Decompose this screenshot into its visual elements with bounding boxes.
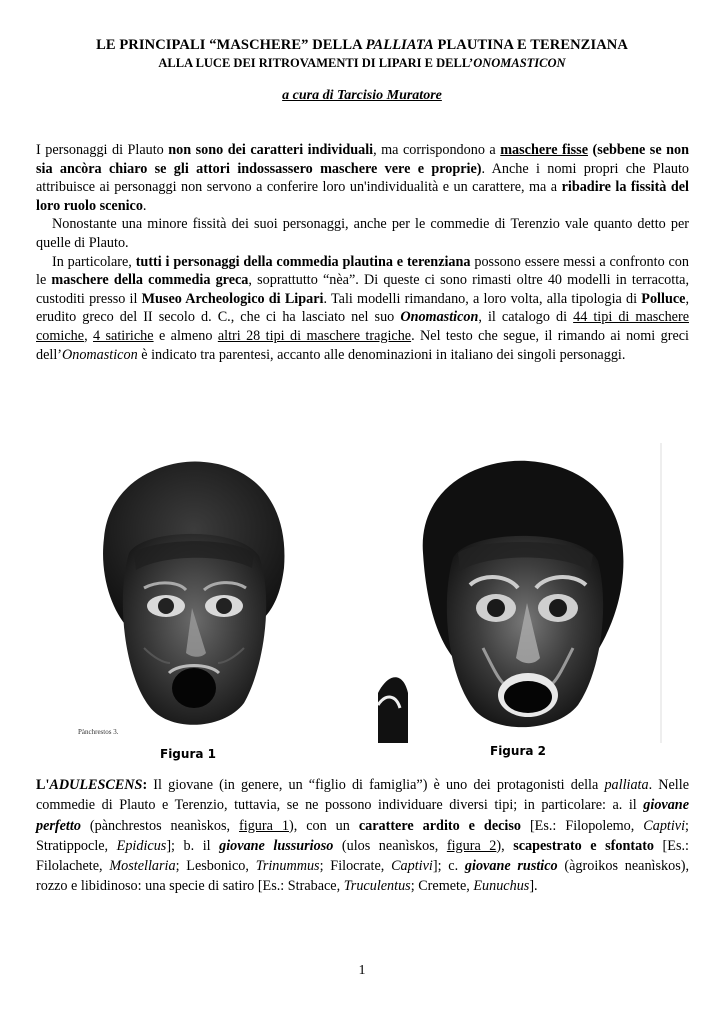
text-run: possono essere messi a confronto con le [36, 253, 689, 289]
text-run: ; Stratippocle, [36, 817, 689, 854]
text-run: [Es.: Filopolemo, [520, 817, 644, 834]
figure-1-caption: Figura 1 [160, 747, 216, 761]
figure-1-mask-image [74, 458, 306, 743]
text-run: . Anche i nomi propri che Plauto attribuisce ai personaggi non servono a conferire loro un'individualità e un carattere, ma a [36, 160, 689, 196]
text-run: e almeno [153, 327, 218, 344]
text-run: scapestrato e sfontato [513, 837, 655, 854]
text-run: . Nelle commedie di Plauto e Terenzio, tuttavia, se ne possono individuare diversi tipi; in particolare: a. il [36, 777, 689, 814]
text-run: figura 2 [446, 837, 497, 854]
figure-2-mask-image [378, 443, 662, 743]
text-run: ; Cremete, [410, 878, 474, 895]
text-run: Nonostante una minore fissità dei suoi personaggi, anche per le commedie di Terenzio vale quanto detto per quelle di Plauto. [36, 216, 689, 251]
text-run: In particolare, [52, 253, 136, 270]
editor-credit: a cura di Tarcisio Muratore [282, 88, 442, 103]
text-run: figura 1 [239, 817, 289, 834]
text-run: , il catalogo di [478, 309, 574, 326]
document-subtitle [36, 56, 688, 71]
text-run: Captivi [643, 817, 686, 834]
text-run: (pànchrestos neanìskos, [80, 817, 240, 834]
text-run: . Tali modelli rimandano, a loro volta, alla tipologia di [323, 290, 642, 307]
subtitle-italic-part: ONOMASTICON [473, 56, 566, 70]
mask-photo-1 [74, 458, 306, 743]
intro-paragraph-1 [36, 141, 689, 215]
text-run: Il giovane (in genere, un “figlio di famiglia”) è uno dei protagonisti della [147, 777, 605, 793]
figure-1-scan-label: Pànchrestos 3. [78, 728, 119, 736]
text-run: Trinummus [255, 858, 320, 875]
text-run: ), [496, 837, 514, 854]
text-run: palliata [604, 777, 649, 793]
text-run: , soprattutto “nèa”. Di queste ci sono rimasti oltre 40 modelli in terracotta, custoditi presso il [36, 272, 689, 307]
text-run: ; Lesbonico, [175, 858, 256, 875]
text-run: Truculentus [343, 878, 411, 895]
text-run: Polluce [641, 290, 686, 307]
text-run: ]; b. il [166, 837, 220, 854]
text-run: (ulos neanìskos, [333, 837, 447, 854]
text-run: (sebbene se non sia ancòra chiaro se gli attori indossassero maschere vere e proprie) [36, 142, 689, 177]
text-run: 4 satiriche [93, 327, 154, 344]
text-run: giovane lussurioso [219, 837, 334, 854]
figure-2-caption: Figura 2 [490, 744, 546, 758]
text-run: ADULESCENS [49, 777, 143, 793]
text-run: Eunuchus [473, 878, 530, 895]
text-run: Onomasticon [400, 309, 479, 326]
adulescens-section [36, 775, 689, 897]
text-run: carattere ardito e deciso [358, 817, 521, 834]
text-run: Onomasticon [62, 346, 138, 363]
text-run: ; Filocrate, [319, 858, 392, 875]
title-italic-part: PALLIATA [365, 37, 434, 53]
text-run: altri 28 tipi di maschere tragiche [217, 327, 412, 344]
text-run: ribadire la fissità del loro ruolo scenico [36, 179, 689, 214]
text-run: maschere fisse [500, 142, 588, 158]
text-run: , [84, 327, 94, 344]
text-run: : [142, 777, 148, 793]
text-run: L' [36, 777, 50, 793]
adulescens-paragraph [36, 775, 689, 897]
text-run: [Es.: Filolachete, [36, 837, 689, 875]
text-run: giovane perfetto [36, 797, 689, 834]
intro-paragraph-2 [36, 215, 689, 252]
text-run: . Nel testo che segue, il rimando ai nomi greci dell’ [36, 327, 689, 363]
text-run: giovane rustico [464, 858, 558, 875]
text-run: maschere della commedia greca [51, 272, 249, 289]
intro-paragraph-3 [36, 253, 689, 365]
text-run: ]. [529, 878, 538, 895]
intro-section [36, 141, 689, 364]
text-run: Museo Archeologico di Lipari [141, 290, 324, 307]
mask-photo-2 [378, 443, 662, 743]
text-run: ]; c. [432, 858, 465, 875]
text-run: , erudito greco del II secolo d. C., che ci ha lasciato nel suo [36, 290, 689, 326]
text-run: è indicato tra parentesi, accanto alle denominazioni in italiano dei singoli personaggi. [137, 346, 626, 363]
text-run: (àgroikos neanìskos), rozzo e libidinoso: una specie di satiro [Es.: Strabace, [36, 858, 689, 895]
title-part: LE PRINCIPALI “MASCHERE” DELLA [96, 37, 366, 53]
text-run: ), con un [288, 817, 359, 834]
text-run: Captivi [391, 858, 433, 875]
text-run: I personaggi di Plauto [36, 142, 169, 158]
title-part: PLAUTINA E TERENZIANA [433, 37, 628, 53]
text-run: , ma corrispondono a [373, 142, 501, 158]
text-run: tutti i personaggi della commedia plautina e terenziana [135, 253, 471, 270]
text-run: Epidicus [116, 837, 167, 854]
text-run: 44 tipi di maschere comiche [36, 309, 689, 344]
text-run: . [142, 197, 147, 214]
text-run: Mostellaria [109, 858, 176, 875]
subtitle-part: ALLA LUCE DEI RITROVAMENTI DI LIPARI E DELL’ [158, 56, 474, 70]
document-title [36, 37, 688, 54]
text-run: non sono dei caratteri individuali [168, 142, 374, 158]
page-number: 1 [358, 963, 366, 978]
